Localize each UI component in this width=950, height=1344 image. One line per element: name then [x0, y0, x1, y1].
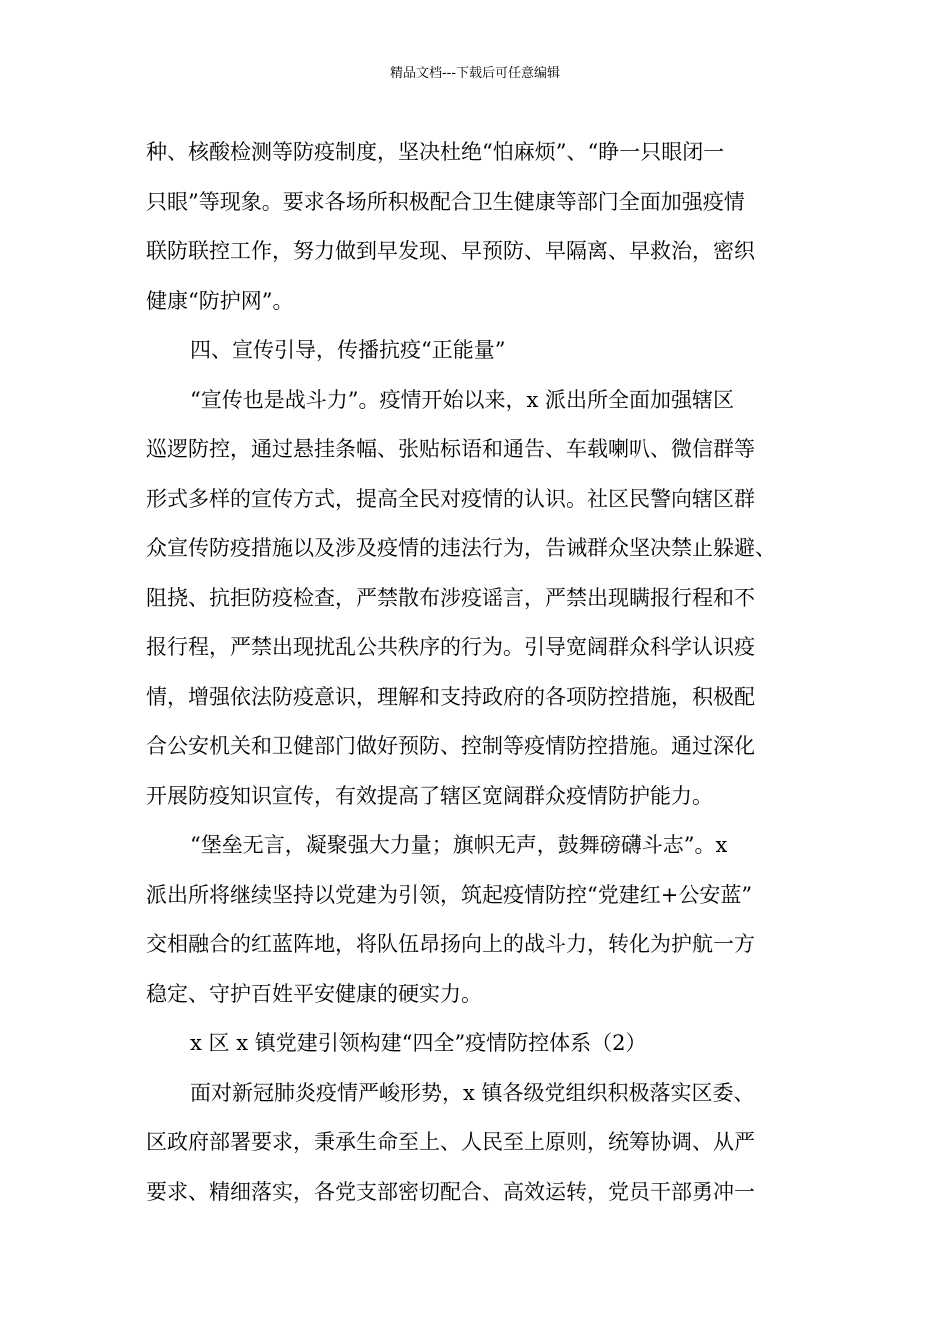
- text-line: 稳定、守护百姓平安健康的硬实力。: [146, 981, 482, 1006]
- text-line: 报行程，严禁出现扰乱公共秩序的行为。引导宽阔群众科学认识疫: [146, 635, 755, 659]
- text-line: 四、宣传引导，传播抗疫“正能量”: [190, 338, 506, 362]
- document-body: [146, 128, 826, 1217]
- text-line: 要求、精细落实，各党支部密切配合、高效运转，党员干部勇冲一: [146, 1179, 755, 1204]
- text-line: 合公安机关和卫健部门做好预防、控制等疫情防控措施。通过深化: [146, 734, 755, 758]
- text-line: 面对新冠肺炎疫情严峻形势，x 镇各级党组织积极落实区委、: [190, 1080, 755, 1105]
- text-line: x 区 x 镇党建引领构建“四全”疫情防控体系（2）: [190, 1031, 647, 1055]
- text-line: 巡逻防控，通过悬挂条幅、张贴标语和通告、车载喇叭、微信群等: [146, 437, 755, 461]
- text-line: 种、核酸检测等防疫制度，坚决杜绝“怕麻烦”、“睁一只眼闭一: [146, 140, 725, 164]
- text-line: “宣传也是战斗力”。疫情开始以来，x 派出所全面加强辖区: [190, 387, 734, 412]
- text-line: 开展防疫知识宣传，有效提高了辖区宽阔群众疫情防护能力。: [146, 783, 713, 808]
- text-line: 区政府部署要求，秉承生命至上、人民至上原则，统筹协调、从严: [146, 1130, 755, 1154]
- text-line: 情，增强依法防疫意识，理解和支持政府的各项防控措施，积极配: [146, 684, 755, 709]
- text-line: 派出所将继续坚持以党建为引领，筑起疫情防控“党建红+公安蓝”: [146, 882, 753, 907]
- text-line: 形式多样的宣传方式，提高全民对疫情的认识。社区民警向辖区群: [146, 486, 755, 511]
- text-line: 联防联控工作，努力做到早发现、早预防、早隔离、早救治，密织: [146, 239, 755, 263]
- text-line: 健康“防护网”。: [146, 288, 294, 313]
- text-line: 只眼”等现象。要求各场所积极配合卫生健康等部门全面加强疫情: [146, 189, 745, 214]
- text-line: 众宣传防疫措施以及涉及疫情的违法行为，告诫群众坚决禁止躲避、: [146, 536, 776, 560]
- text-line: 交相融合的红蓝阵地，将队伍昂扬向上的战斗力，转化为护航一方: [146, 932, 755, 956]
- text-line: 阻挠、抗拒防疫检查，严禁散布涉疫谣言，严禁出现瞒报行程和不: [146, 585, 755, 610]
- page-header: 精品文档---下载后可任意编辑: [389, 66, 561, 81]
- text-line: “堡垒无言，凝聚强大力量；旗帜无声，鼓舞磅礴斗志”。x: [190, 833, 728, 857]
